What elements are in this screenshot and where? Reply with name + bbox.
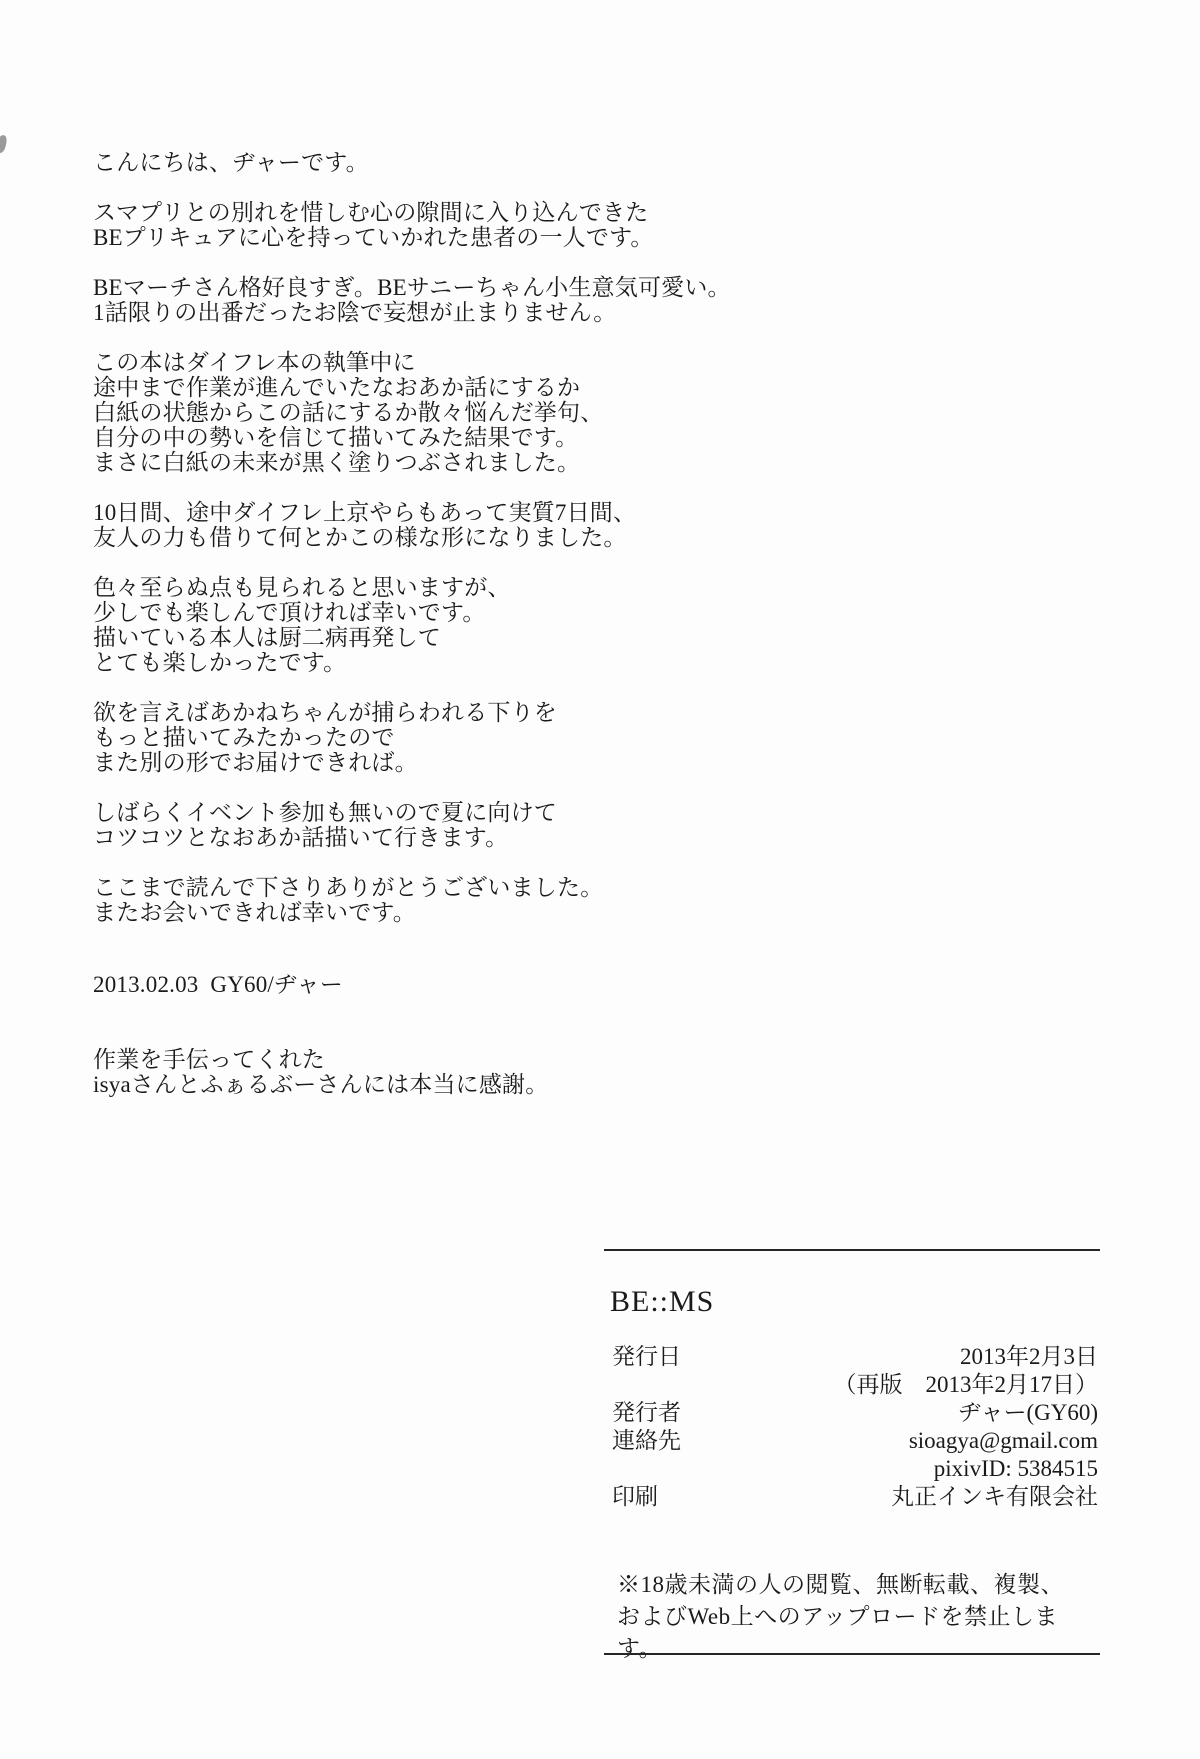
- paragraph: [93, 350, 753, 475]
- paragraph-line: 1話限りの出番だったお陰で妄想が止まりません。: [93, 300, 617, 325]
- paragraph-line: しばらくイベント参加も無いので夏に向けて: [93, 800, 557, 825]
- colophon-row: [612, 1343, 1098, 1371]
- paragraph-line: もっと描いてみたかったので: [93, 725, 395, 750]
- paragraph-line: 描いている本人は厨二病再発して: [93, 625, 441, 650]
- paragraph-line: BEプリキュアに心を持っていかれた患者の一人です。: [93, 225, 654, 250]
- colophon-row-value: 丸正インキ有限会社: [891, 1484, 1098, 1509]
- paragraph-line: 少しでも楽しんで頂ければ幸いです。: [93, 600, 486, 625]
- colophon-row-value: ヂャー(GY60): [958, 1400, 1098, 1425]
- paragraph-line: また別の形でお届けできれば。: [93, 750, 418, 775]
- paragraph-line: またお会いできれば幸いです。: [93, 900, 416, 925]
- paragraph: [93, 275, 753, 325]
- colophon-row: [612, 1427, 1098, 1455]
- scan-artifact: [0, 134, 8, 153]
- colophon-row-value: sioagya@gmail.com: [908, 1428, 1098, 1453]
- paragraph: [93, 500, 753, 550]
- paragraph-line: 白紙の状態からこの話にするか散々悩んだ挙句、: [93, 400, 604, 425]
- book-title: BE::MS: [610, 1285, 715, 1318]
- divider-bottom: [604, 1653, 1100, 1655]
- thanks-line: isyaさんとふぁるぶーさんには本当に感謝。: [93, 1072, 549, 1097]
- colophon-row: [612, 1483, 1098, 1511]
- paragraph-line: スマプリとの別れを惜しむ心の隙間に入り込んできた: [93, 200, 649, 225]
- colophon-row: [612, 1371, 1098, 1399]
- paragraph-line: まさに白紙の未来が黒く塗りつぶされました。: [93, 450, 581, 475]
- paragraph-line: 友人の力も借りて何とかこの様な形になりました。: [93, 525, 627, 550]
- paragraph: [93, 575, 753, 675]
- paragraph-line: こんにちは、ヂャーです。: [93, 150, 369, 175]
- colophon-row-label: 印刷: [612, 1484, 658, 1509]
- paragraph-line: とても楽しかったです。: [93, 650, 347, 675]
- colophon: [604, 1249, 1100, 1669]
- notice-line: およびWeb上へのアップロードを禁止します。: [617, 1604, 1058, 1661]
- colophon-row: [612, 1455, 1098, 1483]
- colophon-row-label: 連絡先: [612, 1428, 681, 1453]
- colophon-row-value: pixivID: 5384515: [933, 1456, 1098, 1481]
- paragraph-line: 自分の中の勢いを信じて描いてみた結果です。: [93, 425, 579, 450]
- paragraph-line: 10日間、途中ダイフレ上京やらもあって実質7日間、: [93, 500, 637, 525]
- paragraph-line: 欲を言えばあかねちゃんが捕らわれる下りを: [93, 700, 557, 725]
- paragraph-line: 途中まで作業が進んでいたなおあか話にするか: [93, 375, 581, 400]
- paragraph-line: コツコツとなおあか話描いて行きます。: [93, 825, 509, 850]
- paragraph: [93, 800, 753, 850]
- paragraph-line: ここまで読んで下さりありがとうございました。: [93, 875, 604, 900]
- paragraph: [93, 875, 753, 925]
- paragraph-line: この本はダイフレ本の執筆中に: [93, 350, 416, 375]
- afterword-text: [93, 150, 753, 1097]
- colophon-rows: [612, 1343, 1098, 1511]
- signature-date: 2013.02.03 GY60/ヂャー: [93, 972, 343, 997]
- colophon-row: [612, 1399, 1098, 1427]
- paragraph: [93, 150, 753, 175]
- age-restriction-notice: [617, 1569, 1100, 1665]
- thanks-note: [93, 1047, 753, 1097]
- paragraph-line: BEマーチさん格好良すぎ。BEサニーちゃん小生意気可愛い。: [93, 275, 731, 300]
- paragraph-line: 色々至らぬ点も見られると思いますが、: [93, 575, 511, 600]
- colophon-row-value: （再版 2013年2月17日）: [833, 1372, 1098, 1397]
- colophon-row-value: 2013年2月3日: [960, 1344, 1098, 1369]
- colophon-row-label: 発行者: [612, 1400, 681, 1425]
- thanks-line: 作業を手伝ってくれた: [93, 1047, 325, 1072]
- divider-top: [604, 1249, 1100, 1251]
- paragraph: [93, 700, 753, 775]
- paragraph: [93, 200, 753, 250]
- colophon-row-label: 発行日: [612, 1344, 681, 1369]
- notice-line: ※18歳未満の人の閲覧、無断転載、複製、: [617, 1572, 1064, 1597]
